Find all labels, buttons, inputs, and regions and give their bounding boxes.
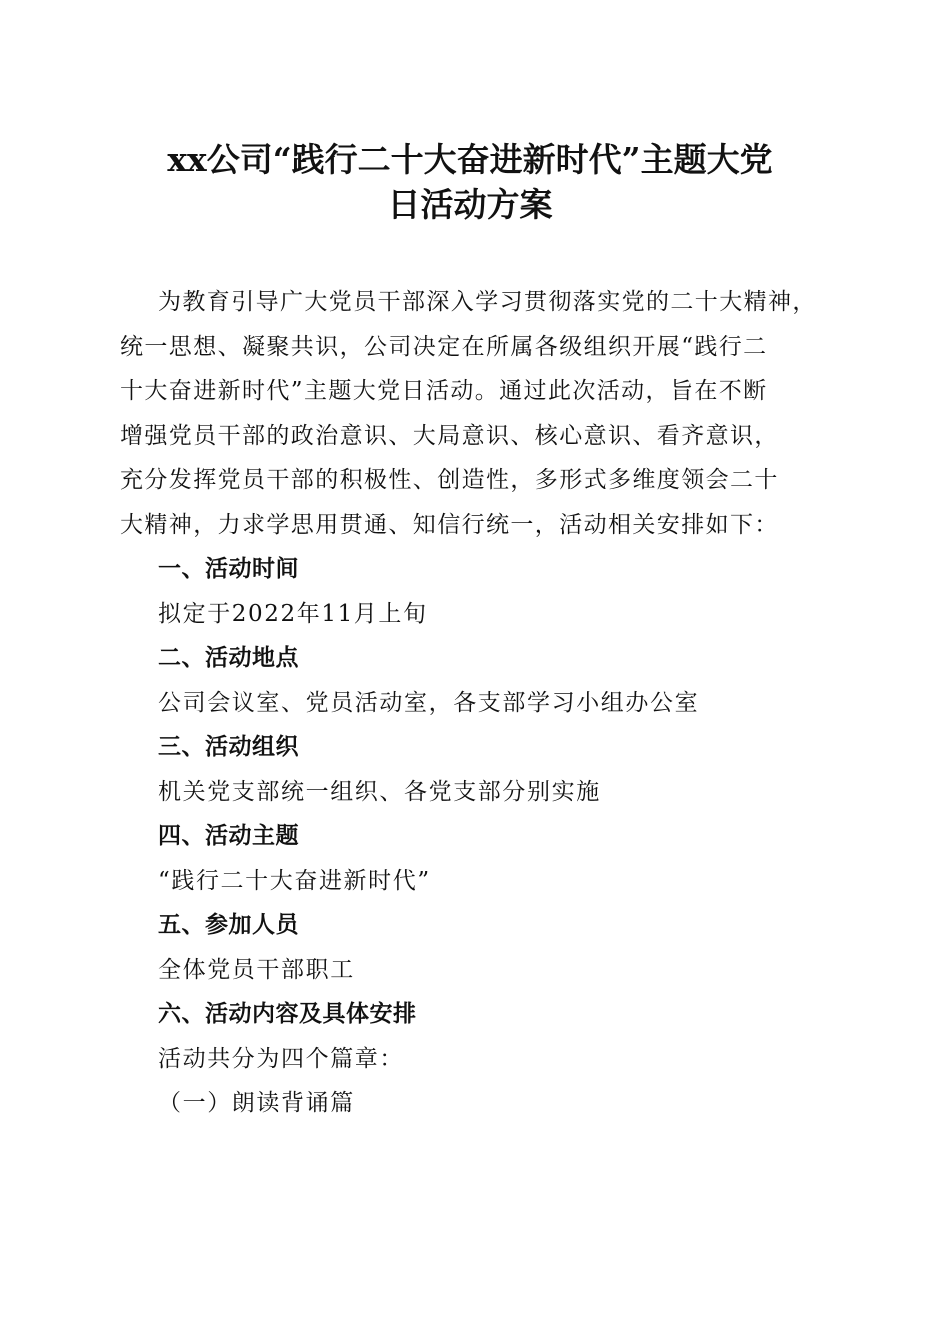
intro-line: 统一思想、凝聚共识，公司决定在所属各级组织开展“践行二 [120,333,768,360]
intro-paragraph [120,280,832,547]
section-heading-organization: 三、活动组织 [158,734,299,760]
section-heading-theme: 四、活动主题 [158,823,299,849]
section-heading-location: 二、活动地点 [158,645,299,671]
intro-line: 大精神，力求学思用贯通、知信行统一，活动相关安排如下： [120,511,779,538]
section-content-location: 公司会议室、党员活动室，各支部学习小组办公室 [158,690,700,716]
section-content-organization: 机关党支部统一组织、各党支部分别实施 [158,779,601,805]
section-heading-time: 一、活动时间 [158,556,299,582]
document-title-line-2: 日活动方案 [387,185,553,224]
section-content-content: 活动共分为四个篇章： [158,1046,404,1072]
section-content-theme: “践行二十大奋进新时代” [158,868,431,894]
intro-line: 十大奋进新时代”主题大党日活动。通过此次活动，旨在不断 [120,378,768,404]
intro-line: 充分发挥党员干部的积极性、创造性，多形式多维度领会二十 [120,467,779,493]
section-content-participants: 全体党员干部职工 [158,957,355,983]
section-heading-content: 六、活动内容及具体安排 [158,1001,417,1027]
document-title-line-1: xx公司“践行二十大奋进新时代”主题大党 [167,140,773,179]
subsection-heading-reading: （一）朗读背诵篇 [158,1090,355,1116]
intro-line: 为教育引导广大党员干部深入学习贯彻落实党的二十大精神， [158,289,817,315]
section-heading-participants: 五、参加人员 [158,912,299,938]
intro-line: 增强党员干部的政治意识、大局意识、核心意识、看齐意识， [120,422,779,449]
section-content-time: 拟定于2022年11月上旬 [158,601,428,627]
